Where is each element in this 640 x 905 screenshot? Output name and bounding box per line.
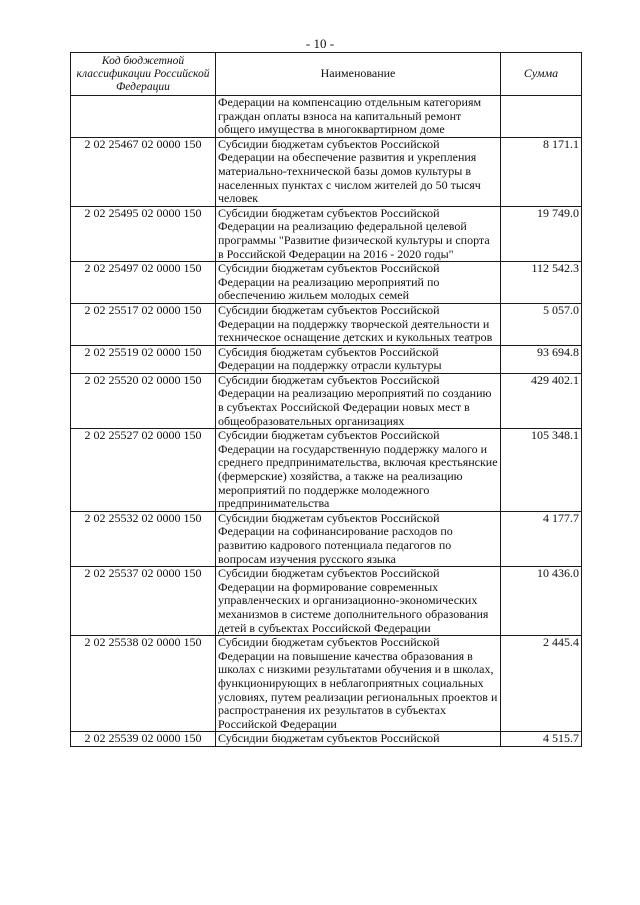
- table-row: [71, 567, 582, 636]
- row-sum: 112 542.3: [501, 262, 582, 304]
- budget-classification-table: [70, 52, 582, 747]
- page-number: - 10 -: [305, 36, 335, 51]
- row-code: 2 02 25527 02 0000 150: [71, 429, 216, 512]
- row-name: Субсидии бюджетам субъектов Российской Федерации на повышение качества образования в школах с низкими результатами обучения и в школах, функционирующих в неблагоприятных социальных условиях, путем реализации региональных проектов и распространения их результатов в субъектах Российской Федерации: [216, 636, 501, 732]
- row-name: Субсидии бюджетам субъектов Российской Федерации на реализацию мероприятий по обеспечению жильем молодых семей: [216, 262, 501, 304]
- header-code: Код бюджетной классификации Российской Федерации: [71, 53, 216, 96]
- row-code: 2 02 25519 02 0000 150: [71, 345, 216, 373]
- row-code: 2 02 25532 02 0000 150: [71, 511, 216, 566]
- table-row: [71, 303, 582, 345]
- row-sum: 93 694.8: [501, 345, 582, 373]
- row-name: Субсидии бюджетам субъектов Российской Федерации на государственную поддержку малого и среднего предпринимательства, включая крестьянские (фермерские) хозяйства, а также на реализацию мероприятий по поддержке молодежного предпринимательства: [216, 429, 501, 512]
- row-sum: 429 402.1: [501, 373, 582, 428]
- table-row: [71, 96, 582, 138]
- row-name: Субсидия бюджетам субъектов Российской Федерации на поддержку отрасли культуры: [216, 345, 501, 373]
- header-sum: Сумма: [501, 53, 582, 96]
- row-code: 2 02 25497 02 0000 150: [71, 262, 216, 304]
- row-name: Федерации на компенсацию отдельным категориям граждан оплаты взноса на капитальный ремонт общего имущества в многоквартирном доме: [216, 96, 501, 138]
- row-name: Субсидии бюджетам субъектов Российской Федерации на софинансирование расходов по развитию кадрового потенциала педагогов по вопросам изучения русского языка: [216, 511, 501, 566]
- table-header-row: [71, 53, 582, 96]
- row-sum: 2 445.4: [501, 636, 582, 732]
- row-sum: [501, 96, 582, 138]
- table-row: [71, 511, 582, 566]
- row-name: Субсидии бюджетам субъектов Российской: [216, 732, 501, 747]
- row-name: Субсидии бюджетам субъектов Российской Федерации на формирование современных управленческих и организационно-экономических механизмов в системе дополнительного образования детей в субъектах Российской Федерации: [216, 567, 501, 636]
- row-name: Субсидии бюджетам субъектов Российской Федерации на реализацию мероприятий по созданию в субъектах Российской Федерации новых мест в общеобразовательных организациях: [216, 373, 501, 428]
- row-code: 2 02 25538 02 0000 150: [71, 636, 216, 732]
- row-name: Субсидии бюджетам субъектов Российской Федерации на реализацию федеральной целевой программы "Развитие физической культуры и спорта в Российской Федерации на 2016 - 2020 годы": [216, 206, 501, 261]
- row-name: Субсидии бюджетам субъектов Российской Федерации на обеспечение развития и укрепления материально-технической базы домов культуры в населенных пунктах с числом жителей до 50 тысяч человек: [216, 137, 501, 206]
- row-sum: 4 177.7: [501, 511, 582, 566]
- row-sum: 4 515.7: [501, 732, 582, 747]
- table-row: [71, 373, 582, 428]
- row-sum: 8 171.1: [501, 137, 582, 206]
- row-code: [71, 96, 216, 138]
- row-code: 2 02 25539 02 0000 150: [71, 732, 216, 747]
- row-sum: 105 348.1: [501, 429, 582, 512]
- row-code: 2 02 25495 02 0000 150: [71, 206, 216, 261]
- table-row: [71, 345, 582, 373]
- row-code: 2 02 25467 02 0000 150: [71, 137, 216, 206]
- table-row: [71, 636, 582, 732]
- header-name: Наименование: [216, 53, 501, 96]
- row-sum: 19 749.0: [501, 206, 582, 261]
- row-sum: 5 057.0: [501, 303, 582, 345]
- table-row: [71, 732, 582, 747]
- row-name: Субсидии бюджетам субъектов Российской Федерации на поддержку творческой деятельности и техническое оснащение детских и кукольных театров: [216, 303, 501, 345]
- row-code: 2 02 25517 02 0000 150: [71, 303, 216, 345]
- table-row: [71, 137, 582, 206]
- row-code: 2 02 25520 02 0000 150: [71, 373, 216, 428]
- row-code: 2 02 25537 02 0000 150: [71, 567, 216, 636]
- table-row: [71, 429, 582, 512]
- table-row: [71, 206, 582, 261]
- row-sum: 10 436.0: [501, 567, 582, 636]
- table-row: [71, 262, 582, 304]
